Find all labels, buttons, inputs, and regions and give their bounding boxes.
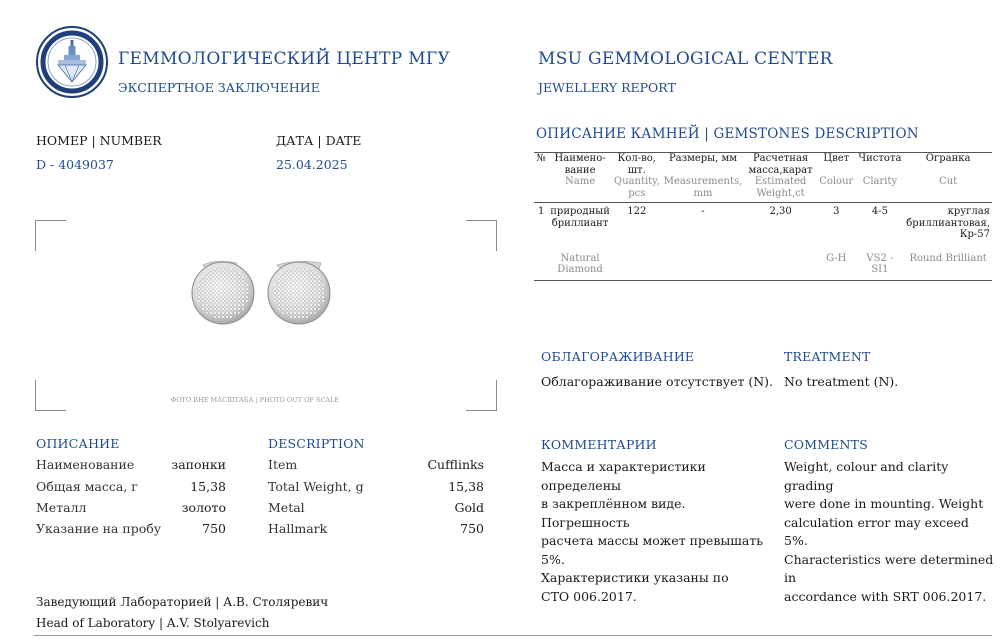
comment-line: расчета массы может превышать 5%. (541, 533, 764, 567)
gem-header-en-cell: Clarity (856, 176, 905, 203)
description-ru-row (36, 521, 226, 536)
comments-ru-title: КОММЕНТАРИИ (541, 437, 657, 452)
gem-en-cell (534, 241, 548, 281)
header-subtitle-en: JEWELLERY REPORT (538, 80, 676, 95)
gem-header-cell: Чистота (856, 153, 905, 177)
row-value: Cufflinks (427, 457, 484, 472)
photo-caption: ФОТО ВНЕ МАСШТАБА | PHOTO OUT OF SCALE (170, 396, 340, 404)
row-value: Gold (454, 500, 484, 515)
row-key: Item (268, 457, 298, 472)
row-key: Металл (36, 500, 87, 515)
report-number-label: НОМЕР | NUMBER (36, 133, 162, 148)
gem-cell: - (701, 206, 705, 217)
gem-en-cell (612, 241, 662, 281)
signature-en: Head of Laboratory | A.V. Stolyarevich (36, 616, 270, 630)
gem-cell: 4-5 (871, 206, 888, 217)
gem-cell: природный бриллиант (550, 206, 610, 229)
comments-en-text (784, 458, 994, 606)
description-ru-title: ОПИСАНИЕ (36, 436, 120, 451)
comments-ru-text (541, 458, 776, 606)
gem-cell: 3 (833, 206, 840, 217)
description-en-row (268, 500, 484, 515)
photo-frame-corner (35, 220, 66, 251)
gem-cell: 122 (627, 206, 647, 217)
comment-line: СТО 006.2017. (541, 588, 637, 604)
comment-line: Масса и характеристики определены (541, 459, 706, 493)
footer-divider (34, 635, 992, 636)
gem-header-en-cell: Colour (817, 176, 856, 203)
treatment-en-title: TREATMENT (784, 349, 871, 364)
comment-line: Characteristics were determined in (784, 551, 994, 585)
description-ru-row (36, 479, 226, 494)
photo-frame-corner (35, 380, 66, 411)
report-date-label: ДАТА | DATE (276, 133, 362, 148)
gem-header-cell: Расчетная масса,карат (744, 153, 817, 177)
cufflinks-photo-icon (185, 255, 335, 330)
gem-header-en-cell (534, 176, 548, 203)
gem-data-row (534, 203, 992, 241)
comment-line: Характеристики указаны по (541, 570, 729, 585)
gem-header-en-cell: Cut (904, 176, 992, 203)
header-subtitle-ru: ЭКСПЕРТНОЕ ЗАКЛЮЧЕНИЕ (118, 80, 320, 95)
description-ru-row (36, 500, 226, 515)
row-key: Указание на пробу (36, 521, 162, 536)
gem-data-en-row (534, 241, 992, 281)
row-key: Hallmark (268, 521, 328, 536)
row-value: 15,38 (448, 479, 484, 494)
gem-en-cell: Round Brilliant (904, 241, 992, 281)
treatment-ru-title: ОБЛАГОРАЖИВАНИЕ (541, 349, 695, 364)
row-value: запонки (171, 457, 226, 472)
description-ru-row (36, 457, 226, 472)
gemstones-table (534, 152, 992, 281)
description-en-title: DESCRIPTION (268, 436, 365, 451)
comment-line: accordance with SRT 006.2017. (784, 588, 987, 604)
signature-ru: Заведующий Лабораторией | А.В. Столяревич (36, 595, 329, 609)
gem-cell: 2,30 (769, 206, 792, 217)
row-value: 15,38 (190, 479, 226, 494)
gem-en-cell (662, 241, 745, 281)
gem-header-cell: Цвет (817, 153, 856, 177)
row-value: золото (181, 500, 226, 515)
comment-line: в закреплённом виде. Погрешность (541, 496, 686, 530)
gem-header-cell: Наимено-вание (548, 153, 612, 177)
gem-header-en-row (534, 176, 992, 203)
description-en-row (268, 521, 484, 536)
gem-en-cell: Natural Diamond (548, 241, 612, 281)
msu-emblem-icon (36, 26, 108, 98)
gem-cell: круглая бриллиантовая, Кр-57 (906, 206, 990, 240)
gem-header-cell: Огранка (904, 153, 992, 177)
description-en-row (268, 457, 484, 472)
gem-cell: 1 (537, 206, 545, 217)
report-number-value: D - 4049037 (36, 157, 114, 172)
gem-header-en-cell: Name (548, 176, 612, 203)
header-title-en: MSU GEMMOLOGICAL CENTER (538, 49, 833, 69)
photo-frame-corner (466, 220, 497, 251)
photo-frame-corner (466, 380, 497, 411)
row-key: Total Weight, g (268, 479, 364, 494)
row-value: 750 (202, 521, 226, 536)
row-key: Наименование (36, 457, 135, 472)
gem-header-cell: Кол-во, шт. (612, 153, 662, 177)
gem-en-cell: VS2 - SI1 (856, 241, 905, 281)
header-title-ru: ГЕММОЛОГИЧЕСКИЙ ЦЕНТР МГУ (118, 49, 451, 69)
row-key: Общая масса, г (36, 479, 138, 494)
comment-line: were done in mounting. Weight (784, 496, 984, 511)
treatment-en-text: No treatment (N). (784, 374, 899, 389)
row-key: Metal (268, 500, 305, 515)
gem-header-cell: № (534, 153, 548, 177)
gem-header-en-cell: Measurements, mm (662, 176, 745, 203)
report-date-value: 25.04.2025 (276, 157, 348, 172)
treatment-ru-text: Облагораживание отсутствует (N). (541, 374, 774, 389)
gem-header-row (534, 153, 992, 177)
comment-line: Weight, colour and clarity grading (784, 459, 949, 493)
gem-header-en-cell: Quantity, pcs (612, 176, 662, 203)
row-value: 750 (460, 521, 484, 536)
gemstones-title: ОПИСАНИЕ КАМНЕЙ | GEMSTONES DESCRIPTION (536, 126, 919, 142)
comment-line: calculation error may exceed 5%. (784, 514, 969, 548)
gem-header-cell: Размеры, мм (662, 153, 745, 177)
comments-en-title: COMMENTS (784, 437, 868, 452)
description-en-row (268, 479, 484, 494)
gem-header-en-cell: Estimated Weight,ct (744, 176, 817, 203)
gem-en-cell: G-H (817, 241, 856, 281)
gem-en-cell (744, 241, 817, 281)
